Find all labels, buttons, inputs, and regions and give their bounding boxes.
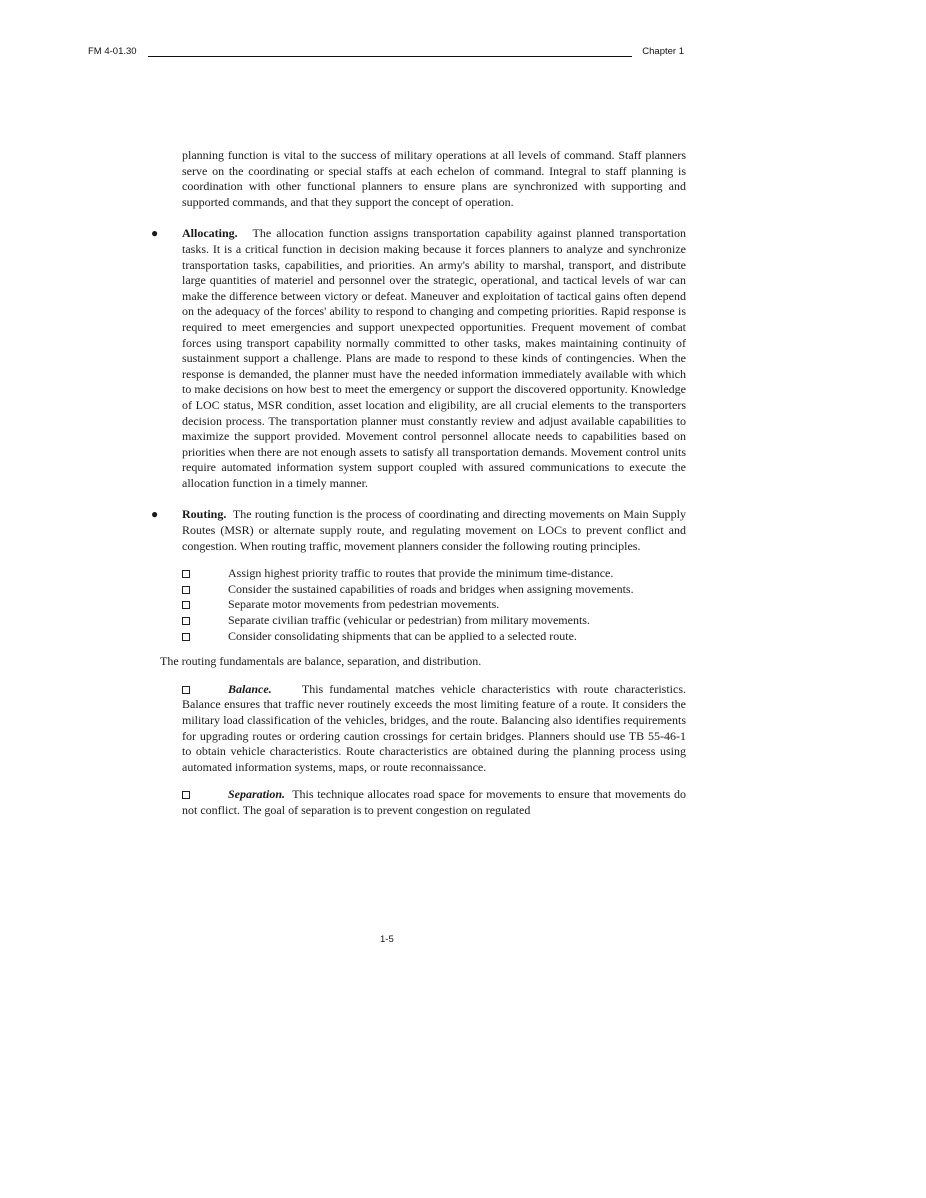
list-item: Separate motor movements from pedestrian movements.	[182, 597, 686, 613]
list-item: Separate civilian traffic (vehicular or pedestrian) from military movements.	[182, 613, 686, 629]
checkbox-icon	[182, 586, 190, 594]
list-item: Consider consolidating shipments that can be applied to a selected route.	[182, 629, 686, 645]
bullet-term: Routing.	[182, 507, 227, 522]
page-body	[151, 148, 686, 819]
fundamentals-intro: The routing fundamentals are balance, separation, and distribution.	[160, 654, 482, 669]
checkbox-icon	[182, 791, 190, 799]
checkbox-icon	[182, 570, 190, 578]
list-item: Assign highest priority traffic to routes that provide the minimum time-distance.	[182, 566, 686, 582]
fundamental-separation	[182, 787, 686, 818]
chapter-label: Chapter 1	[642, 46, 684, 57]
page-number: 1-5	[380, 934, 394, 945]
bullet-text: The allocation function assigns transportation capability against planned transportation tasks. It is a critical function in decision making because it forces planners to analyze and synchronize transportation tasks, capabilities, and priorities. An army's ability to marshal, transport, and distribute large quantities of materiel and personnel over the strategic, operational, and tactical levels of war can make the difference between victory or defeat. Maneuver and exploitation of tactical gains often depend on the adequacy of the forces' ability to respond to changing and competing priorities. Rapid response is required to meet emergencies and support unexpected opportunities. Frequent movement of combat forces using transport capability normally committed to other tasks, makes maintaining continuity of sustainment support a challenge. Plans are made to respond to these kinds of contingencies. When the response is demanded, the planner must have the needed information immediately available with which to make decisions on how best to meet the emergency or support the discovered opportunity. Knowledge of LOC status, MSR condition, asset location and eligibility, are all crucial elements to the transporters decision process. The transportation planner must constantly review and adjust available capabilities to maximize the support provided. Movement control personnel allocate needs to capabilities based on priorities when there are not enough assets to satisfy all transportation demands. Movement control units require automated information system support coupled with assured communications to execute the allocation function in a timely manner.	[182, 226, 686, 490]
fundamental-paragraph	[182, 682, 686, 776]
fundamental-text: This technique allocates road space for movements to ensure that movements do not conflict. The goal of separation is to prevent congestion on regulated	[182, 787, 686, 817]
bullet-term: Allocating.	[182, 226, 238, 241]
fundamental-text: This fundamental matches vehicle characteristics with route characteristics. Balance ensures that traffic never routinely exceeds the most limiting feature of a route. It considers the military load classification of the vehicles, bridges, and the route. Balancing also identifies requirements for upgrading routes or ordering caution crossings for certain bridges. Planners should use TB 55-46-1 to obtain vehicle characteristics. Route characteristics are obtained during the planning process using automated information systems, maps, or route reconnaissance.	[182, 681, 686, 774]
header-rule	[148, 56, 632, 57]
bullet-icon: ●	[151, 226, 159, 241]
fundamental-term: Balance.	[228, 681, 272, 696]
manual-id: FM 4-01.30	[88, 46, 137, 57]
bullet-icon: ●	[151, 507, 159, 522]
bullet-text: The routing function is the process of coordinating and directing movements on Main Supply Routes (MSR) or alternate supply route, and regulating movement on LOCs to prevent conflict and congestion. When routing traffic, movement planners consider the following routing principles.	[182, 507, 686, 553]
bullet-allocating	[151, 226, 686, 491]
list-item: Consider the sustained capabilities of roads and bridges when assigning movements.	[182, 582, 686, 598]
fundamental-balance	[182, 682, 686, 776]
fundamental-term: Separation.	[228, 787, 286, 802]
bullet-routing	[151, 507, 686, 554]
page-header	[88, 46, 684, 60]
checkbox-icon	[182, 601, 190, 609]
bullet-paragraph	[182, 226, 686, 491]
fundamental-paragraph	[182, 787, 686, 818]
routing-principles-list	[182, 566, 686, 644]
bullet-paragraph	[182, 507, 686, 554]
checkbox-icon	[182, 617, 190, 625]
checkbox-icon	[182, 633, 190, 641]
intro-paragraph: planning function is vital to the success of military operations at all levels of command. Staff planners serve on the coordinating or special staffs at each echelon of command. Integral to staff planning is coordination with other functional planners to ensure plans are synchronized with supporting and supported commands, and that they support the concept of operation.	[182, 148, 686, 209]
checkbox-icon	[182, 686, 190, 694]
